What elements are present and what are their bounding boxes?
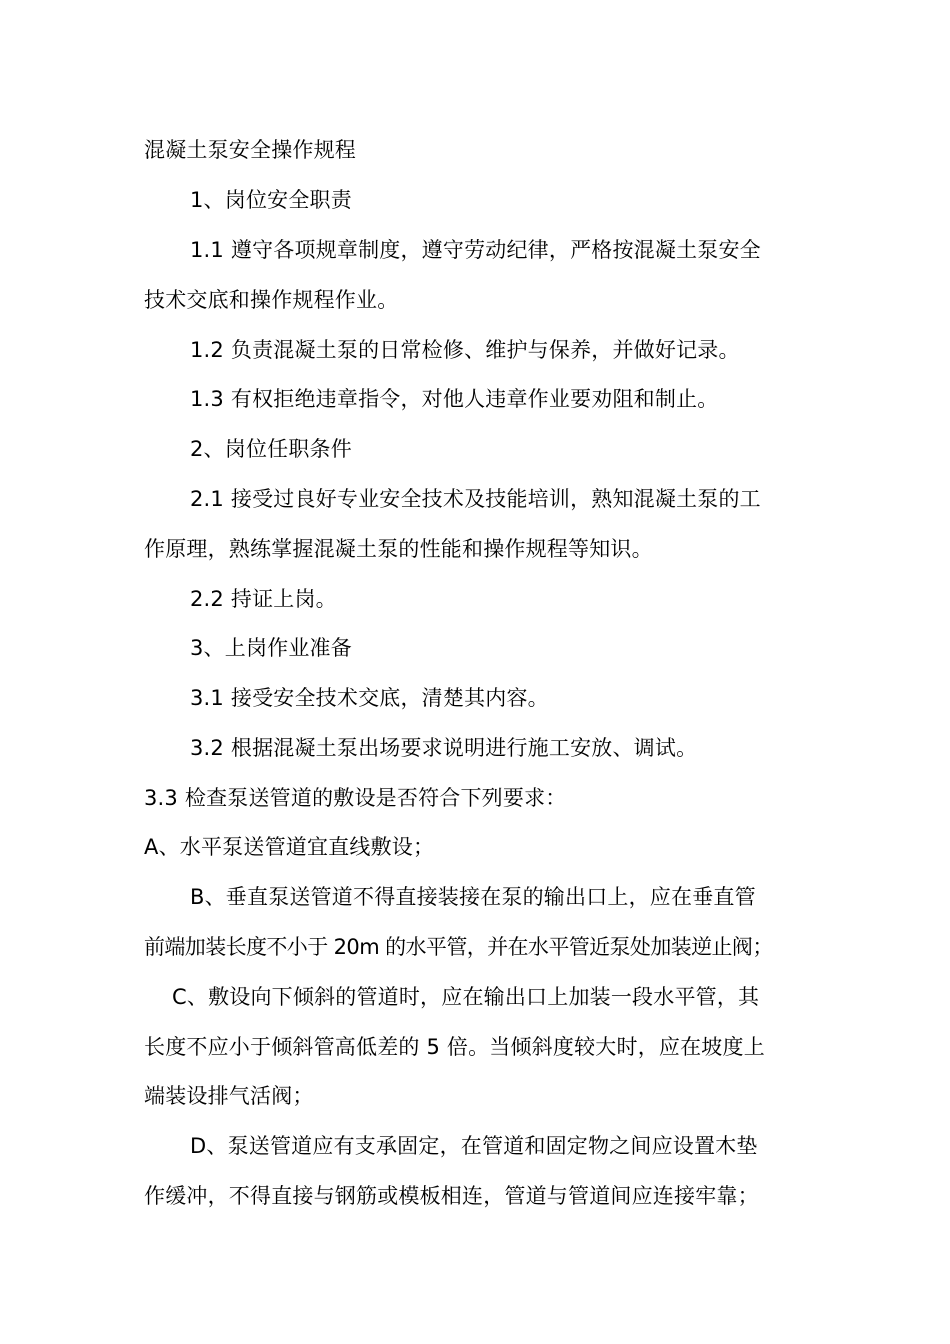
- section-heading: 2、岗位任职条件: [190, 437, 352, 461]
- paragraph-line: 3.2 根据混凝土泵出场要求说明进行施工安放、调试。: [190, 736, 698, 760]
- paragraph-line: 1.1 遵守各项规章制度，遵守劳动纪律，严格按混凝土泵安全: [190, 238, 761, 262]
- paragraph-line: 前端加装长度不小于 20m 的水平管，并在水平管近泵处加装逆止阀；: [144, 935, 773, 959]
- paragraph-line: 长度不应小于倾斜管高低差的 5 倍。当倾斜度较大时，应在坡度上: [144, 1035, 765, 1059]
- paragraph-line: 技术交底和操作规程作业。: [144, 288, 399, 312]
- paragraph-line: 作缓冲，不得直接与钢筋或模板相连，管道与管道间应连接牢靠；: [144, 1184, 759, 1208]
- paragraph-line: 2.2 持证上岗。: [190, 587, 337, 611]
- paragraph-line: A、水平泵送管道宜直线敷设；: [144, 835, 435, 859]
- paragraph-line: 端装设排气活阀；: [144, 1084, 314, 1108]
- section-heading: 3、上岗作业准备: [190, 636, 352, 660]
- document-title: 混凝土泵安全操作规程: [144, 138, 356, 162]
- paragraph-line: D、泵送管道应有支承固定，在管道和固定物之间应设置木垫: [190, 1134, 758, 1158]
- paragraph-line: 3.1 接受安全技术交底，清楚其内容。: [190, 686, 549, 710]
- paragraph-line: B、垂直泵送管道不得直接装接在泵的输出口上，应在垂直管: [190, 885, 756, 909]
- paragraph-line: 1.2 负责混凝土泵的日常检修、维护与保养，并做好记录。: [190, 338, 740, 362]
- paragraph-line: 2.1 接受过良好专业安全技术及技能培训，熟知混凝土泵的工: [190, 487, 761, 511]
- paragraph-line: 3.3 检查泵送管道的敷设是否符合下列要求：: [144, 786, 567, 810]
- paragraph-line: 作原理，熟练掌握混凝土泵的性能和操作规程等知识。: [144, 537, 653, 561]
- paragraph-line: C、敷设向下倾斜的管道时，应在输出口上加装一段水平管，其: [172, 985, 760, 1009]
- paragraph-line: 1.3 有权拒绝违章指令，对他人违章作业要劝阻和制止。: [190, 387, 719, 411]
- section-heading: 1、岗位安全职责: [190, 188, 352, 212]
